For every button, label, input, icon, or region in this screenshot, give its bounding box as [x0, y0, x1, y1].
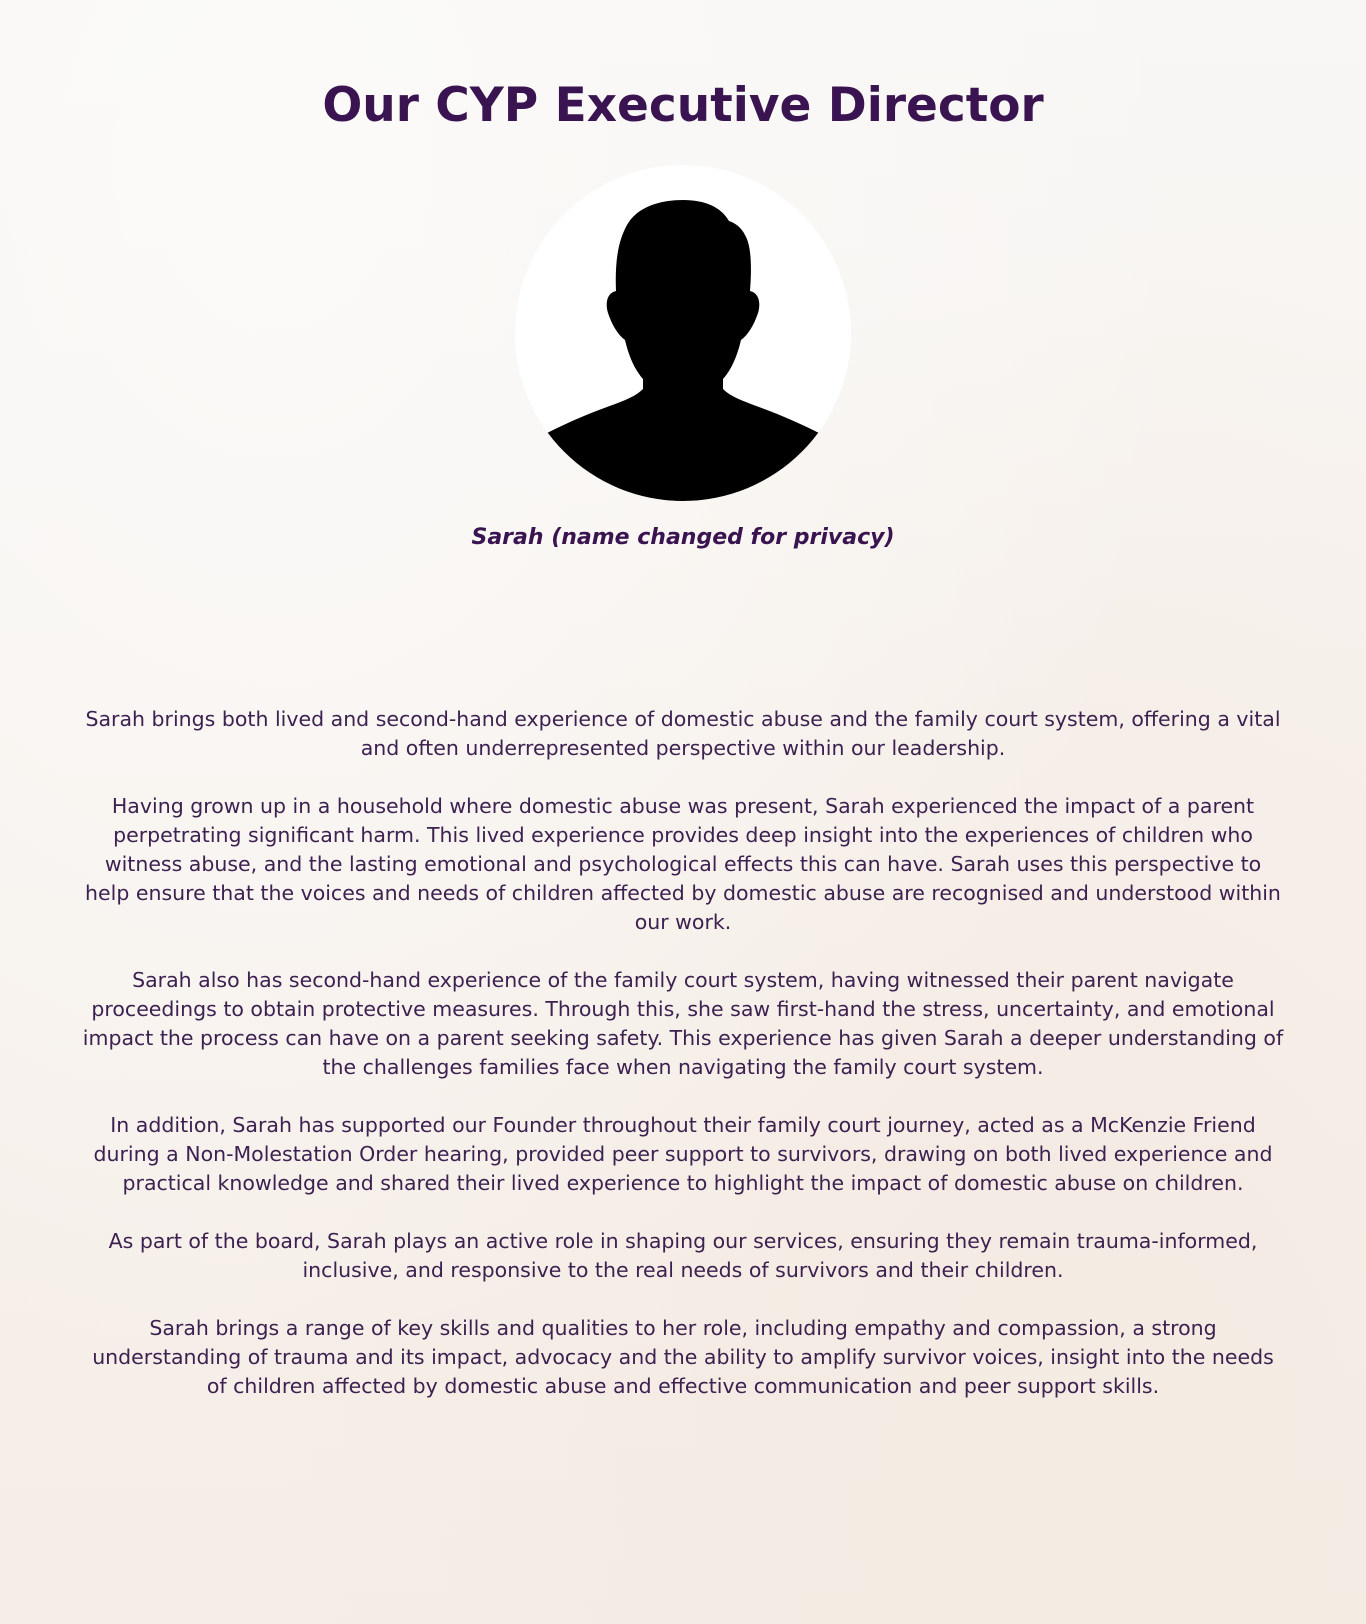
- bio-paragraph-2: Having grown up in a household where domestic abuse was present, Sarah experienced the impact of a parent perpetrating significant harm. This lived experience provides deep insight into the experiences of children who witness abuse, and the lasting emotional and psychological effects this can have. Sarah uses this perspective to help ensure that the voices and needs of children affected by domestic abuse are recognised and understood within our work.: [85, 794, 1281, 934]
- avatar: [515, 165, 851, 501]
- bio-paragraph-4: In addition, Sarah has supported our Founder throughout their family court journey, acted as a McKenzie Friend during a Non-Molestation Order hearing, provided peer support to survivors, drawing on both lived experience and practical knowledge and shared their lived experience to highlight the impact of domestic abuse on children.: [93, 1113, 1273, 1195]
- bio-section: [80, 705, 1286, 1430]
- page-title: Our CYP Executive Director: [322, 78, 1044, 133]
- bio-paragraph-6: Sarah brings a range of key skills and qualities to her role, including empathy and compassion, a strong understanding of trauma and its impact, advocacy and the ability to amplify survivor voices, insight into the needs of children affected by domestic abuse and effective communication and peer support skills.: [92, 1316, 1274, 1398]
- bio-paragraph-1: Sarah brings both lived and second-hand experience of domestic abuse and the family court system, offering a vital and often underrepresented perspective within our leadership.: [85, 707, 1281, 760]
- bio-paragraph-3: Sarah also has second-hand experience of the family court system, having witnessed their parent navigate proceedings to obtain protective measures. Through this, she saw first-hand the stress, uncertainty, and emotional impact the process can have on a parent seeking safety. This experience has given Sarah a deeper understanding of the challenges families face when navigating the family court system.: [82, 968, 1284, 1079]
- profile-name-caption: Sarah (name changed for privacy): [471, 525, 895, 550]
- bio-paragraph-5: As part of the board, Sarah plays an active role in shaping our services, ensuring they remain trauma-informed, inclusive, and responsive to the real needs of survivors and their children.: [108, 1229, 1258, 1282]
- person-silhouette-icon: [515, 165, 851, 501]
